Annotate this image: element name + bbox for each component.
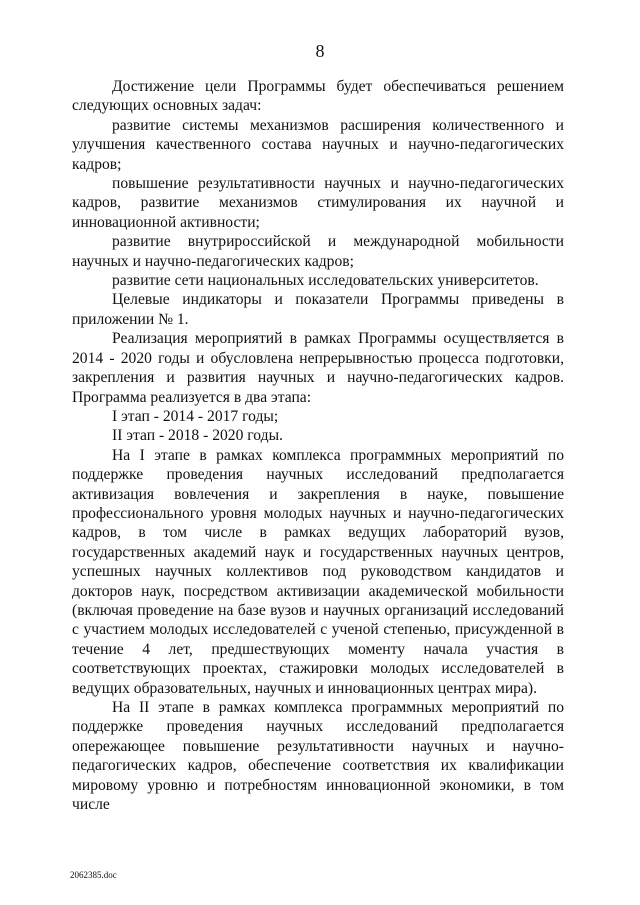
paragraph-stage-1-details: На I этапе в рамках комплекса программных мероприятий по поддержке проведения научных исследований предполагается активизация вовлечения и закрепления в науке, повышение профессионального уровня молодых научных и научно-педагогических кадров, в том числе в рамках ведущих лабораторий вузов, государственных академий наук и государственных научных центров, успешных научных коллективов под руководством кандидатов и докторов наук, посредством активизации академической мобильности (включая проведение на базе вузов и научных организаций исследований с участием молодых исследователей с ученой степенью, присужденной в течение 4 лет, предшествующих моменту начала участия в соответствующих проектах, стажировки молодых исследователей в ведущих образовательных, научных и инновационных центрах мира).: [72, 446, 564, 697]
body-text: [72, 77, 564, 814]
paragraph-task-2: повышение результативности научных и научно-педагогических кадров, развитие механизмов стимулирования их научной и инновационной активности;: [72, 175, 564, 231]
paragraph-implementation: Реализация мероприятий в рамках Программы осуществляется в 2014 - 2020 годы и обусловлена непрерывностью процесса подготовки, закрепления и развития научных и научно-педагогических кадров. Программа реализуется в два этапа:: [72, 330, 564, 406]
paragraph-stage-2: II этап - 2018 - 2020 годы.: [112, 427, 283, 445]
paragraph-task-1: развитие системы механизмов расширения количественного и улучшения качественного состава научных и научно-педагогических кадров;: [72, 116, 564, 173]
paragraph-indicators: Целевые индикаторы и показатели Программы приведены в приложении № 1.: [72, 291, 564, 328]
paragraph-task-4: развитие сети национальных исследовательских университетов.: [112, 272, 539, 290]
paragraph-stage-1: I этап - 2014 - 2017 годы;: [112, 407, 279, 425]
paragraph-task-3: развитие внутрироссийской и международной мобильности научных и научно-педагогических кадров;: [72, 233, 564, 270]
paragraph-intro: Достижение цели Программы будет обеспечиваться решением следующих основных задач:: [72, 78, 564, 115]
document-footer: 2062385.doc: [70, 870, 117, 880]
paragraph-stage-2-details: На II этапе в рамках комплекса программных мероприятий по поддержке проведения научных исследований предполагается опережающее повышение результативности научных и научно-педагогических кадров, обеспечение соответствия их квалификации мировому уровню и потребностям инновационной экономики, в том числе: [72, 699, 564, 814]
page-number: 8: [315, 41, 325, 61]
